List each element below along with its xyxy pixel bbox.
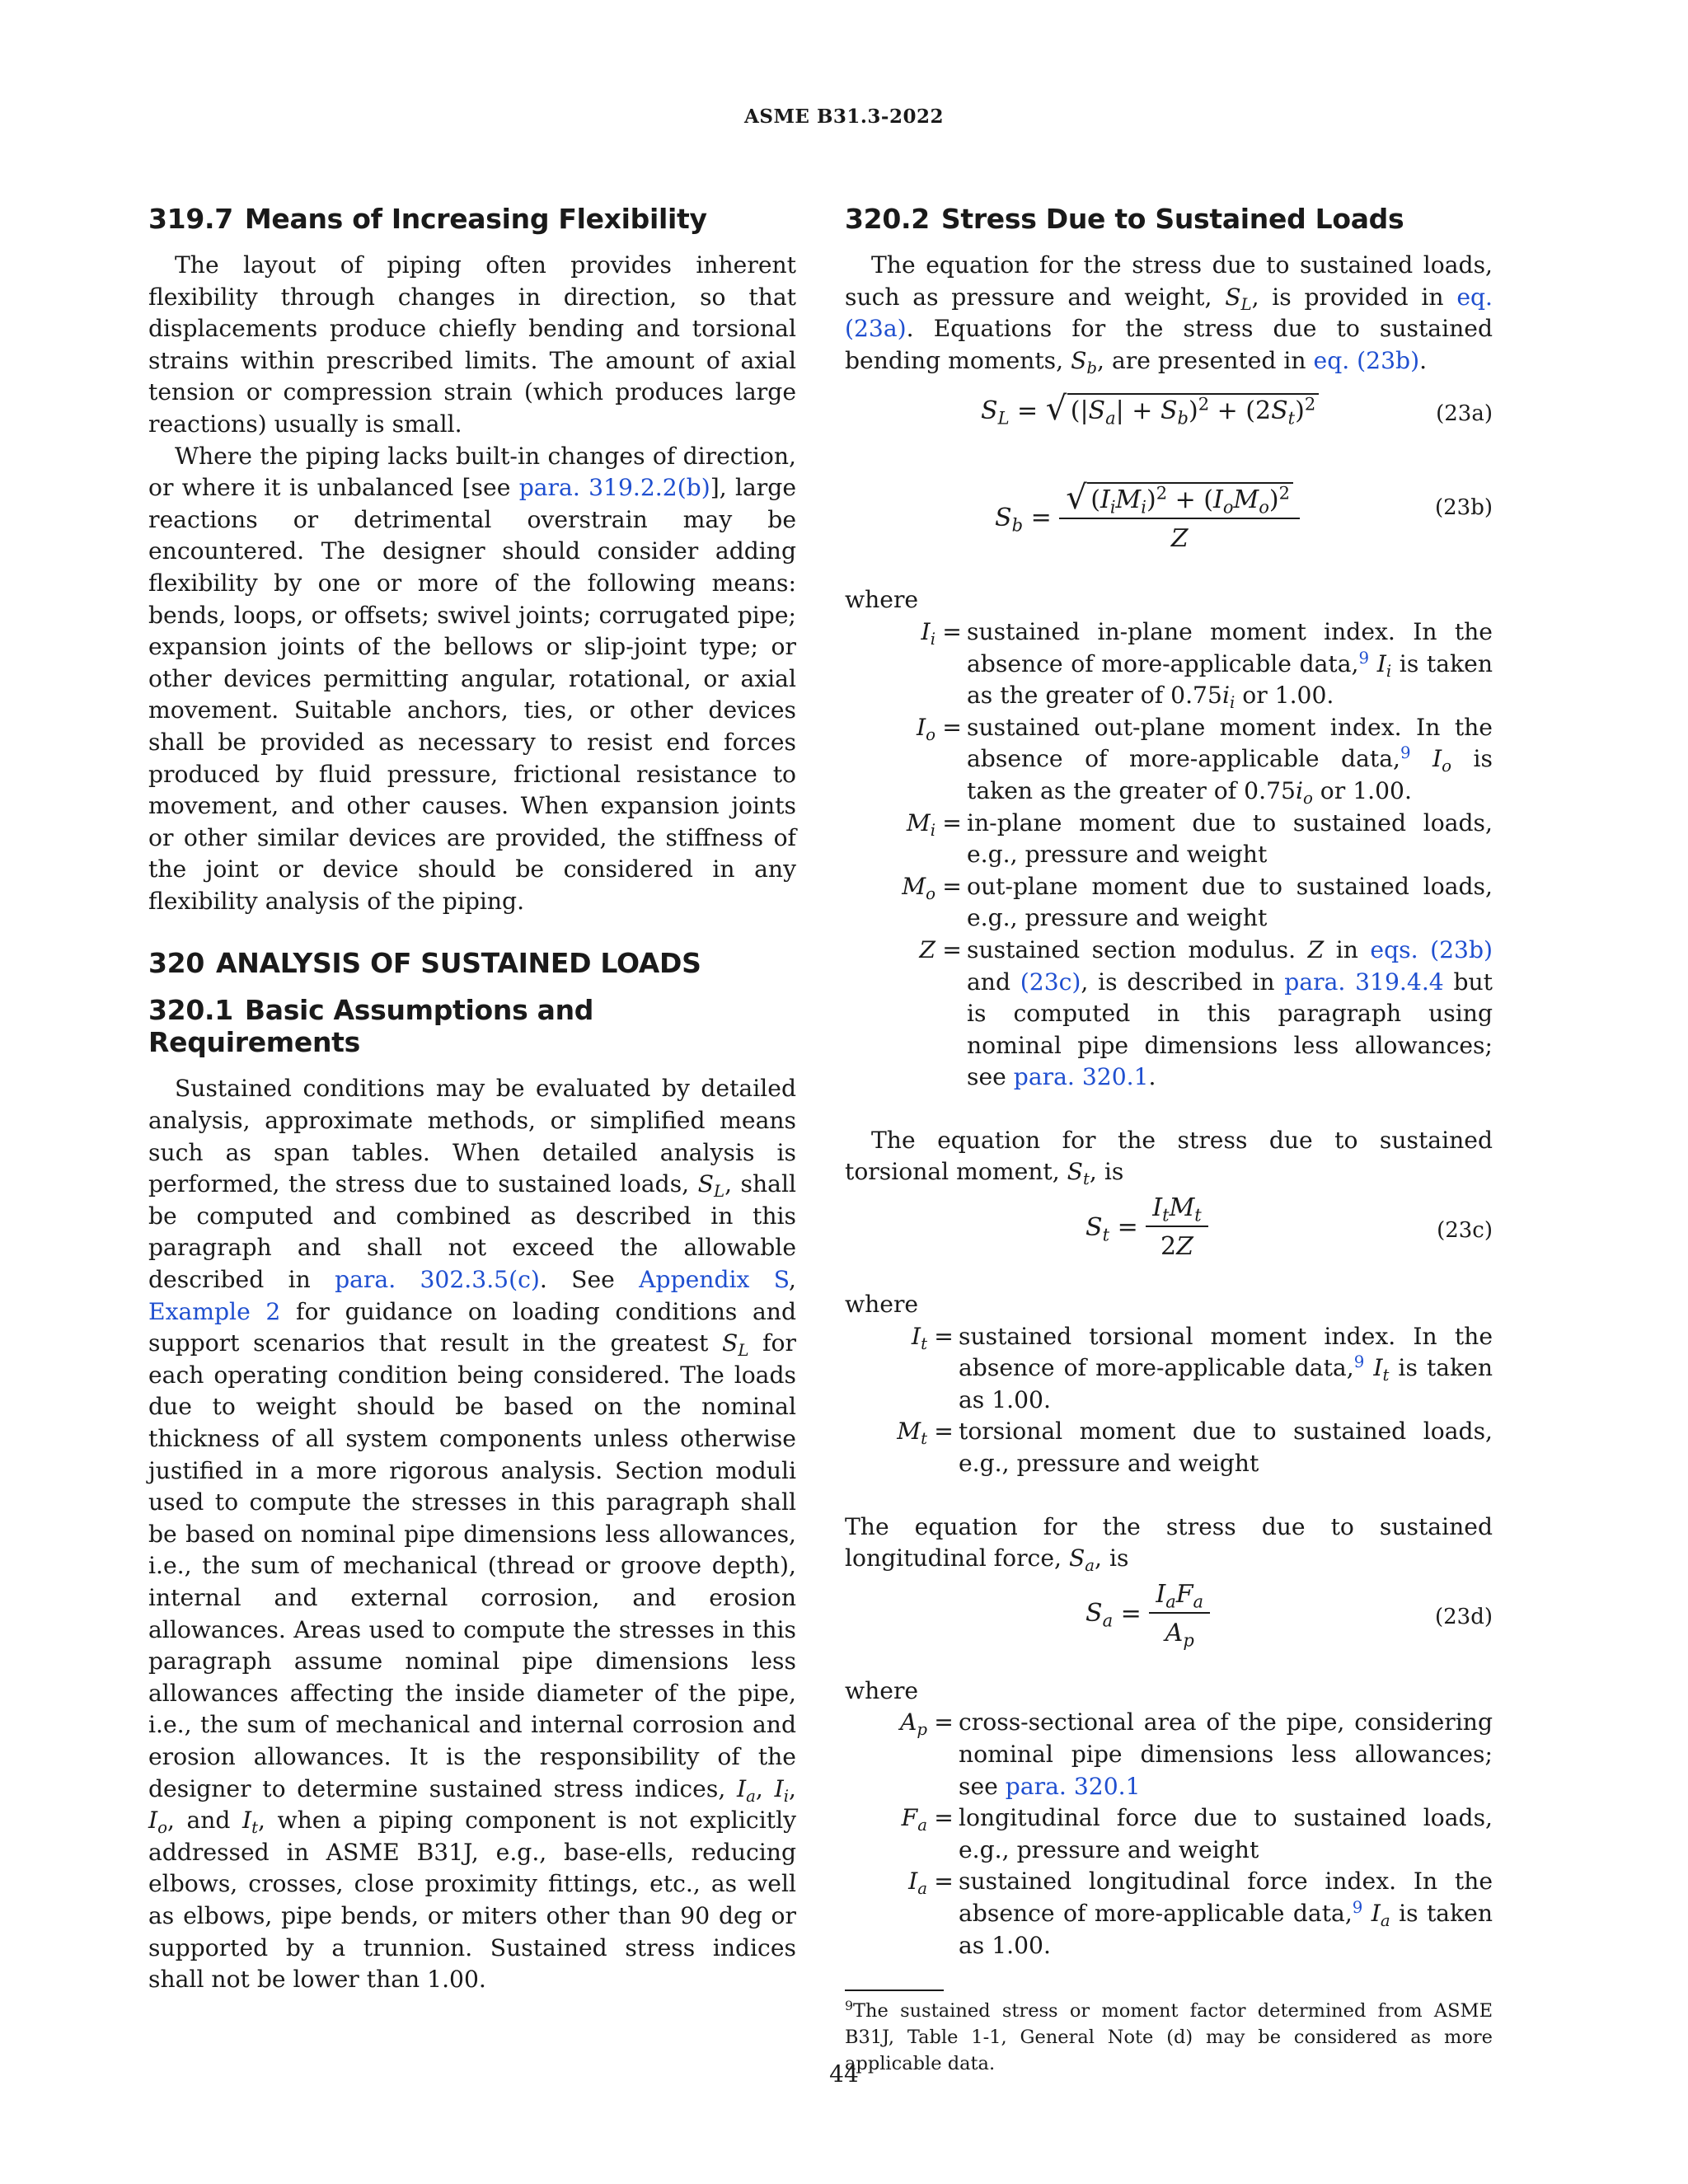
def-Ap: $A_p$ = cross-sectional area of the pipe, considering nominal pipe dimensions less allowances; see para. 320.1 <box>900 1708 1493 1800</box>
equation-23d: $S_a$ = $\frac{I_aF_a}{A_p}$ (23d) <box>1085 1579 1493 1651</box>
equation-23c: $S_t$ = $\frac{I_tM_t}{2Z}$ (23c) <box>1085 1193 1493 1262</box>
def-It: $I_t$ = sustained torsional moment index. In the absence of more-applicable data,$^9$ $I_t$ is taken as 1.00. <box>911 1322 1493 1413</box>
definitions-23c <box>845 1321 1493 1480</box>
def-Fa: $F_a$ = longitudinal force due to sustained loads, e.g., pressure and weight <box>901 1804 1493 1863</box>
left-column <box>148 203 796 1996</box>
xref-23c[interactable]: (23c) <box>1020 968 1081 996</box>
para-319-7-2: Where the piping lacks built-in changes of direction, or where it is unbalanced [see para. 319.2.2(b)], large reactions or detrimental overstrain may be encountered. The designer should consider adding flexibility by one or more of the following means: bends, loops, or offsets; swivel joints; corrugated pipe; expansion joints of the bellows or slip-joint type; or other devices permitting angular, rotational, or axial movement. Suitable anchors, ties, or other devices shall be provided as necessary to resist end forces produced by fluid pressure, frictional resistance to movement, and other causes. When expansion joints or other similar devices are provided, the stiffness of the joint or device should be considered in any flexibility analysis of the piping. <box>148 442 796 915</box>
section-320-2-heading: 320.2 Stress Due to Sustained Loads <box>845 203 1404 235</box>
eq-number-23c: (23c) <box>1437 1218 1493 1244</box>
def-Mo: $M_o$ = out-plane moment due to sustained loads, e.g., pressure and weight <box>902 872 1493 932</box>
xref-eq-23b[interactable]: eq. (23b) <box>1313 346 1420 374</box>
where-label-3: where <box>845 1676 919 1704</box>
running-header: ASME B31.3-2022 <box>744 105 944 128</box>
def-Z: Z = sustained section modulus. Z in eqs. (23b) and (23c), is described in para. 319.4.4 but is computed in this paragraph using nominal pipe dimensions less allowances; see para. 320.1. <box>919 935 1493 1091</box>
def-Mi: $M_i$ = in-plane moment due to sustained loads, e.g., pressure and weight <box>906 808 1493 869</box>
para-319-7-1: The layout of piping often provides inherent flexibility through changes in direction, so that displacements produce chiefly bending and torsional strains within prescribed limits. The amount of axial tension or compression strain (which produces large reactions) usually is small. <box>148 251 796 438</box>
def-Ii: $I_i$ = sustained in-plane moment index. In the absence of more-applicable data,$^9$ $I_i$ is taken as the greater of $0.75i_i$ or 1.00. <box>921 617 1493 713</box>
para-320-2: The equation for the stress due to sustained loads, such as pressure and weight, $S_L$, is provided in eq. (23a). Equations for the stress due to sustained bending moments, $S_b$, are presented in eq. (23b). <box>845 251 1493 377</box>
where-label-1: where <box>845 586 919 614</box>
footnote-ref-9[interactable]: 9 <box>1352 1898 1363 1918</box>
definitions-23b <box>845 616 1493 1094</box>
section-320-heading: 320 ANALYSIS OF SUSTAINED LOADS <box>148 947 701 980</box>
footnote-9: $^9$The sustained stress or moment factor determined from ASME B31J, Table 1-1, General Note (d) may be considered as more applicable data. <box>845 1998 1493 2075</box>
eq-number-23d: (23d) <box>1434 1604 1493 1629</box>
xref-320-1[interactable]: para. 320.1 <box>1013 1063 1149 1091</box>
eq-number-23a: (23a) <box>1436 401 1493 427</box>
footnote-ref-9[interactable]: 9 <box>1353 1352 1365 1372</box>
xref-eqs-23b[interactable]: eqs. (23b) <box>1370 935 1493 963</box>
section-320-1-heading: 320.1 Basic Assumptions and Requirements <box>148 994 594 1059</box>
section-319-7-heading: 319.7 Means of Increasing Flexibility <box>148 203 707 235</box>
footnote-ref-9[interactable]: 9 <box>1358 648 1370 668</box>
xref-example-2[interactable]: Example 2 <box>148 1297 281 1325</box>
def-Io: $I_o$ = sustained out-plane moment index. In the absence of more-applicable data,$^9$ $I_o$ is taken as the greater of $0.75i_o$ or 1.00. <box>916 713 1493 808</box>
equation-23b: $S_b$ = √ $(I_iM_i)^2 + (I_oM_o)^2$ Z (23b) <box>995 479 1493 554</box>
para-320-1: Sustained conditions may be evaluated by detailed analysis, approximate methods, or simplified means such as span tables. When detailed analysis is performed, the stress due to sustained loads, $S_L$, shall be computed and combined as described in this paragraph and shall not exceed the allowable described in para. 302.3.5(c). See Appendix S, Example 2 for guidance on loading conditions and support scenarios that result in the greatest $S_L$ for each operating condition being considered. The loads due to weight should be based on the nominal thickness of all system components unless otherwise justified in a more rigorous analysis. Section moduli used to compute the stresses in this paragraph shall be based on nominal pipe dimensions less allowances, i.e., the sum of mechanical (thread or groove depth), internal and external corrosion, and erosion allowances. Areas used to compute the stresses in this paragraph assume nominal pipe dimensions less allowances affecting the inside diameter of the pipe, i.e., the sum of mechanical and internal corrosion and erosion allowances. It is the responsibility of the designer to determine sustained stress indices, $I_a$, $I_i$, $I_o$, and $I_t$, when a piping component is not explicitly addressed in ASME B31J, e.g., base-ells, reducing elbows, crosses, close proximity fittings, etc., as well as elbows, pipe bends, or miters other than 90 deg or supported by a trunnion. Sustained stress indices shall not be lower than 1.00. <box>148 1075 797 1994</box>
definitions-23d <box>845 1707 1493 1961</box>
page-number: 44 <box>829 2060 859 2088</box>
xref-302-3-5-c[interactable]: para. 302.3.5(c) <box>335 1266 540 1294</box>
xref-320-1-b[interactable]: para. 320.1 <box>1005 1772 1141 1800</box>
where-label-2: where <box>845 1291 919 1319</box>
right-column <box>845 203 1493 2077</box>
para-longitudinal-intro: The equation for the stress due to sustained longitudinal force, $S_a$, is <box>845 1512 1493 1576</box>
xref-319-4-4[interactable]: para. 319.4.4 <box>1284 968 1444 996</box>
footnote-ref-9[interactable]: 9 <box>1400 743 1411 763</box>
xref-eq-23a[interactable]: eq. (23a) <box>845 283 1493 343</box>
xref-appendix-s[interactable]: Appendix S <box>639 1266 790 1294</box>
equation-23a: $S_L$ = √ $(|S_a| + S_b)^2 + (2S_t)^2$ (23a) <box>981 390 1493 429</box>
eq-number-23b: (23b) <box>1434 495 1493 521</box>
def-Mt: $M_t$ = torsional moment due to sustained loads, e.g., pressure and weight <box>897 1418 1493 1478</box>
footnote-rule <box>845 1990 944 1991</box>
def-Ia: $I_a$ = sustained longitudinal force index. In the absence of more-applicable data,$^9$ $I_a$ is taken as 1.00. <box>908 1868 1493 1959</box>
xref-319-2-2-b[interactable]: para. 319.2.2(b) <box>518 474 710 502</box>
para-torsion-intro: The equation for the stress due to sustained torsional moment, $S_t$, is <box>845 1126 1493 1189</box>
